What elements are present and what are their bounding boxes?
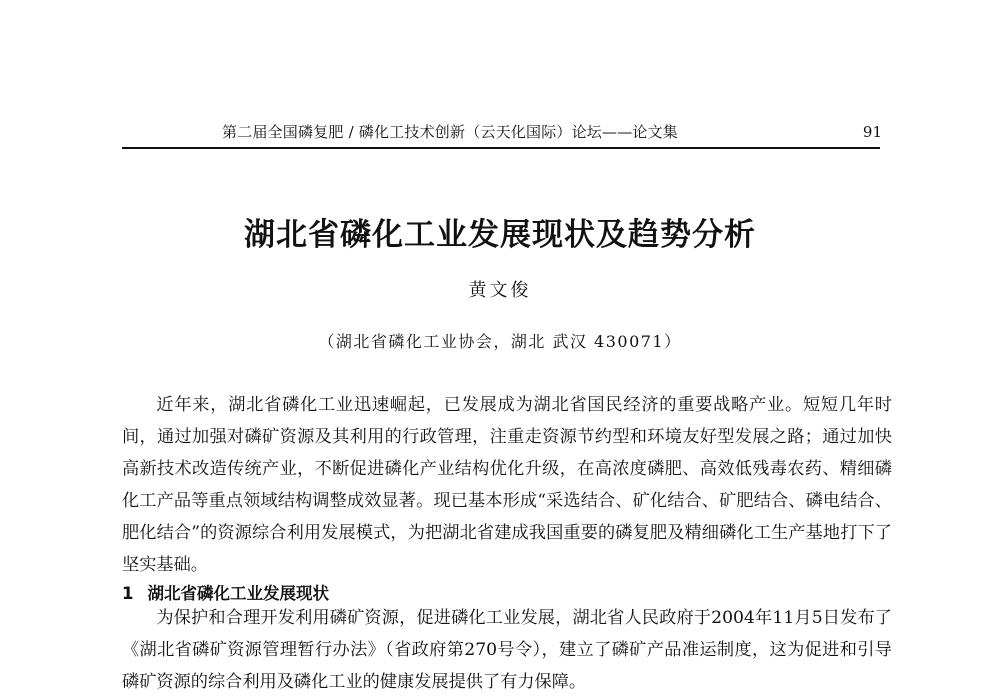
section-title: 湖北省磷化工业发展现状 [147, 584, 329, 603]
running-header [122, 119, 880, 149]
section-number: 1 [122, 584, 134, 603]
article-title: 湖北省磷化工业发展现状及趋势分析 [244, 217, 756, 253]
section-heading [122, 580, 329, 604]
intro-paragraph: 近年来，湖北省磷化工业迅速崛起，已发展成为湖北省国民经济的重要战略产业。短短几年时间，通过加强对磷矿资源及其利用的行政管理，注重走资源节约型和环境友好型发展之路；通过加快高新技术改造传统产业，不断促进磷化产业结构优化升级，在高浓度磷肥、高效低残毒农药、精细磷化工产品等重点领域结构调整成效显著。现已基本形成“采选结合、矿化结合、矿肥结合、磷电结合、肥化结合”的资源综合利用发展模式，为把湖北省建成我国重要的磷复肥及精细磷化工生产基地打下了坚实基础。 [122, 395, 892, 575]
article-author: 黄文俊 [468, 280, 532, 301]
section1-paragraph: 为保护和合理开发利用磷矿资源，促进磷化工业发展，湖北省人民政府于2004年11月5日发布了《湖北省磷矿资源管理暂行办法》（省政府第270号令），建立了磷矿产品准运制度，这为促进和引导磷矿资源的综合利用及磷化工业的健康发展提供了有力保障。 [122, 608, 892, 692]
page-number: 91 [862, 123, 882, 141]
author-affiliation: （湖北省磷化工业协会，湖北 武汉 430071） [318, 332, 682, 351]
running-title: 第二届全国磷复肥 / 磷化工技术创新（云天化国际）论坛——论文集 [222, 123, 678, 141]
section1-body [122, 602, 892, 698]
intro-section [122, 389, 892, 581]
